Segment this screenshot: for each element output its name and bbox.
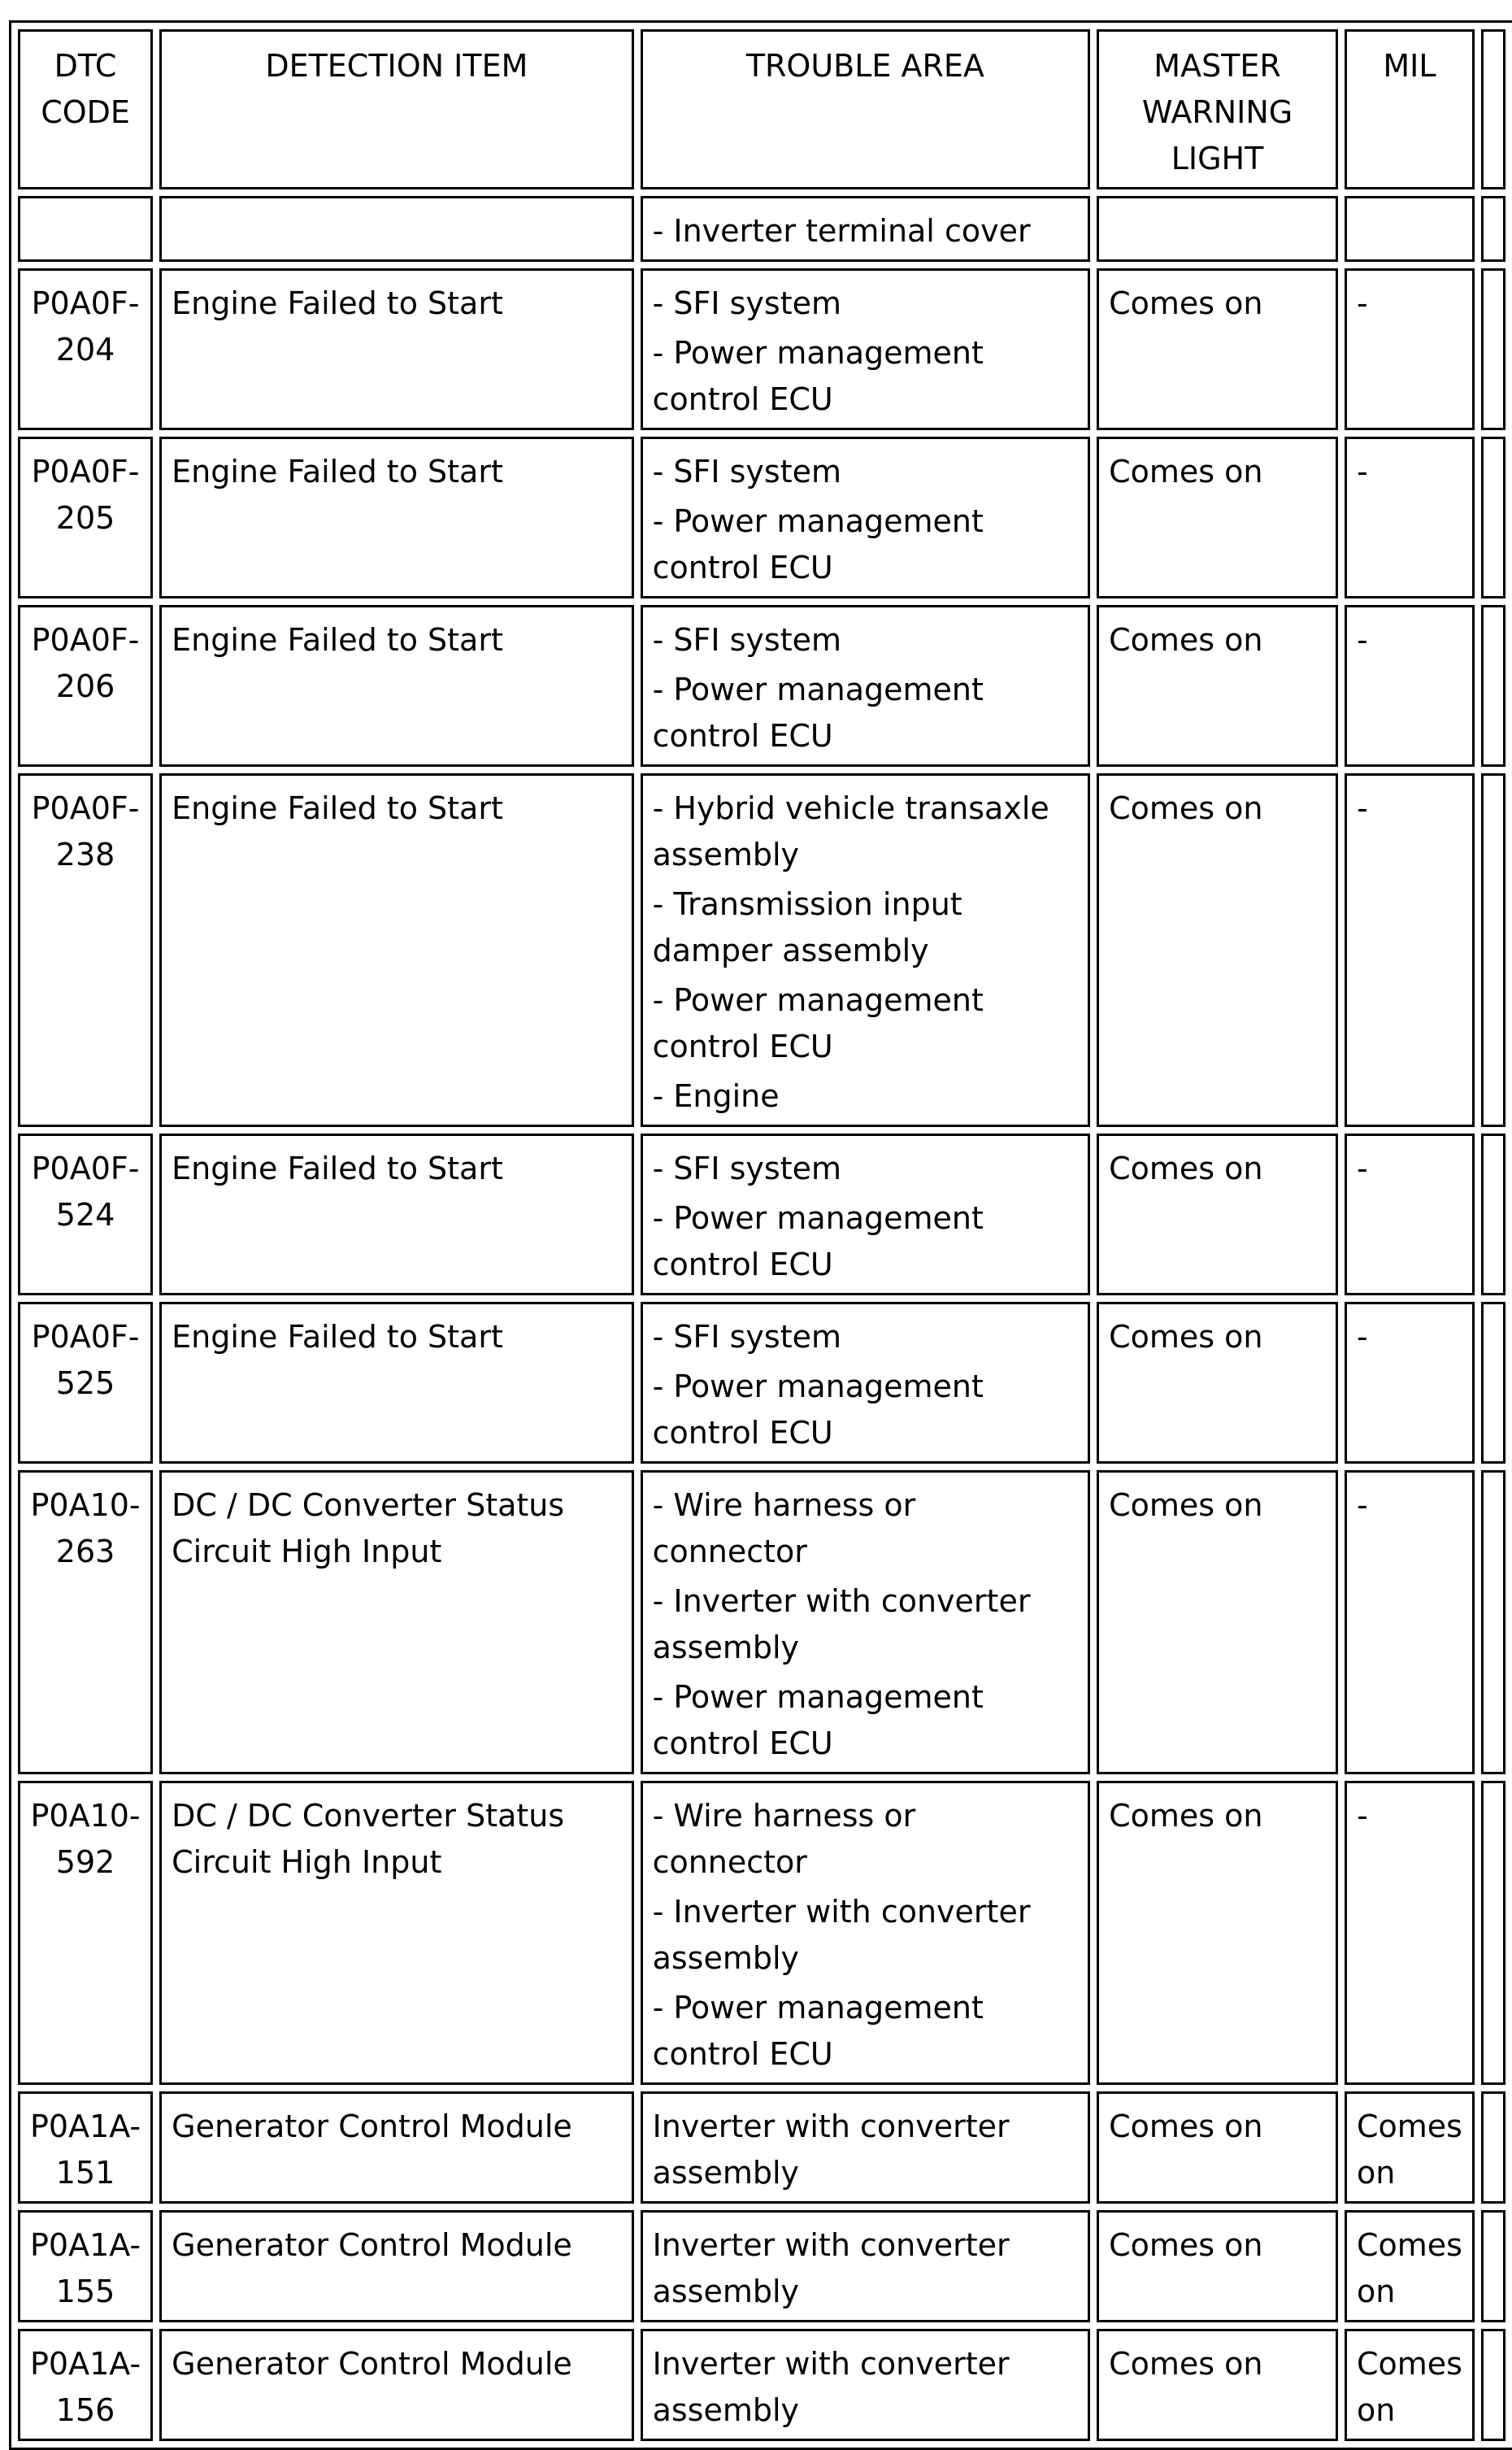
edge-cell <box>1481 2210 1505 2322</box>
master-warning-light-cell: Comes on <box>1097 1470 1338 1774</box>
dtc-code-cell: P0A10-592 <box>18 1781 153 2085</box>
detection-item-cell: Engine Failed to Start <box>159 1302 633 1464</box>
master-warning-light-cell: Comes on <box>1097 2210 1338 2322</box>
detection-item-cell <box>159 196 633 262</box>
mil-cell <box>1345 196 1475 262</box>
trouble-area-line: - Wire harness or connector <box>652 1487 916 1569</box>
trouble-area-cell <box>641 2210 1091 2322</box>
table-row <box>18 1134 1505 1295</box>
trouble-area-cell <box>641 773 1091 1127</box>
header-trouble-area: TROUBLE AREA <box>641 29 1091 189</box>
master-warning-light-cell <box>1097 196 1338 262</box>
detection-item-cell: Engine Failed to Start <box>159 268 633 430</box>
trouble-area-line: - SFI system <box>652 454 842 490</box>
master-warning-light-cell: Comes on <box>1097 2091 1338 2204</box>
trouble-area-line: - Wire harness or connector <box>652 1798 916 1880</box>
trouble-area-line: - Inverter with converter assembly <box>652 1583 1031 1665</box>
trouble-area-line: - Power management control ECU <box>652 1200 984 1282</box>
trouble-area-line: - Inverter terminal cover <box>652 213 1031 249</box>
mil-cell: Comes on <box>1345 2091 1475 2204</box>
trouble-area-line: Inverter with converter assembly <box>652 2227 1010 2309</box>
master-warning-light-cell: Comes on <box>1097 1134 1338 1295</box>
edge-cell <box>1481 268 1505 430</box>
mil-cell: - <box>1345 1134 1475 1295</box>
trouble-area-line: Inverter with converter assembly <box>652 2108 1010 2191</box>
header-detection-item: DETECTION ITEM <box>159 29 633 189</box>
edge-cell <box>1481 196 1505 262</box>
trouble-area-line: - Power management control ECU <box>652 982 984 1064</box>
edge-cell <box>1481 2329 1505 2441</box>
trouble-area-cell <box>641 2329 1091 2441</box>
mil-cell: - <box>1345 1302 1475 1464</box>
master-warning-light-cell: Comes on <box>1097 2329 1338 2441</box>
detection-item-cell: DC / DC Converter Status Circuit High Input <box>159 1470 633 1774</box>
edge-cell <box>1481 773 1505 1127</box>
trouble-area-line: Inverter with converter assembly <box>652 2346 1010 2428</box>
trouble-area-line: - Inverter with converter assembly <box>652 1894 1031 1976</box>
dtc-code-cell: P0A1A-156 <box>18 2329 153 2441</box>
trouble-area-line: - SFI system <box>652 1151 842 1186</box>
trouble-area-line: - Power management control ECU <box>652 1369 984 1451</box>
trouble-area-cell <box>641 1134 1091 1295</box>
dtc-code-cell: P0A0F-238 <box>18 773 153 1127</box>
table-row <box>18 2210 1505 2322</box>
header-row <box>18 29 1505 189</box>
header-dtc-code: DTC CODE <box>18 29 153 189</box>
dtc-code-cell: P0A1A-155 <box>18 2210 153 2322</box>
trouble-area-line: - SFI system <box>652 622 842 658</box>
detection-item-cell: Engine Failed to Start <box>159 437 633 598</box>
detection-item-cell: Engine Failed to Start <box>159 1134 633 1295</box>
continuation-row <box>18 196 1505 262</box>
trouble-area-line: - SFI system <box>652 285 842 321</box>
trouble-area-cell <box>641 605 1091 767</box>
mil-cell: - <box>1345 1470 1475 1774</box>
trouble-area-cell <box>641 268 1091 430</box>
table-row <box>18 2329 1505 2441</box>
edge-cell <box>1481 1302 1505 1464</box>
mil-cell: Comes on <box>1345 2210 1475 2322</box>
dtc-table-body <box>18 196 1505 2441</box>
trouble-area-line: - Engine <box>652 1078 780 1114</box>
trouble-area-line: - Power management control ECU <box>652 1679 984 1761</box>
header-edge-cell <box>1481 29 1505 189</box>
detection-item-cell: Generator Control Module <box>159 2329 633 2441</box>
mil-cell: - <box>1345 605 1475 767</box>
trouble-area-line: - Power management control ECU <box>652 335 984 417</box>
mil-cell: - <box>1345 773 1475 1127</box>
dtc-code-cell: P0A10-263 <box>18 1470 153 1774</box>
mil-cell: Comes on <box>1345 2329 1475 2441</box>
trouble-area-line: - SFI system <box>652 1319 842 1355</box>
table-row <box>18 2091 1505 2204</box>
master-warning-light-cell: Comes on <box>1097 1781 1338 2085</box>
trouble-area-line: - Power management control ECU <box>652 503 984 585</box>
trouble-area-line: - Hybrid vehicle transaxle assembly <box>652 790 1049 873</box>
edge-cell <box>1481 1134 1505 1295</box>
detection-item-cell: DC / DC Converter Status Circuit High Input <box>159 1781 633 2085</box>
table-row <box>18 1781 1505 2085</box>
dtc-code-cell: P0A0F-524 <box>18 1134 153 1295</box>
mil-cell: - <box>1345 1781 1475 2085</box>
mil-cell: - <box>1345 268 1475 430</box>
dtc-code-cell: P0A0F-205 <box>18 437 153 598</box>
dtc-code-cell: P0A0F-525 <box>18 1302 153 1464</box>
table-row <box>18 773 1505 1127</box>
edge-cell <box>1481 437 1505 598</box>
dtc-code-cell <box>18 196 153 262</box>
table-row <box>18 437 1505 598</box>
master-warning-light-cell: Comes on <box>1097 605 1338 767</box>
trouble-area-cell <box>641 1470 1091 1774</box>
trouble-area-cell <box>641 437 1091 598</box>
edge-cell <box>1481 1781 1505 2085</box>
table-row <box>18 268 1505 430</box>
detection-item-cell: Engine Failed to Start <box>159 773 633 1127</box>
trouble-area-line: - Power management control ECU <box>652 1990 984 2072</box>
header-mil: MIL <box>1345 29 1475 189</box>
trouble-area-cell <box>641 1302 1091 1464</box>
master-warning-light-cell: Comes on <box>1097 437 1338 598</box>
trouble-area-cell <box>641 1781 1091 2085</box>
table-row <box>18 605 1505 767</box>
detection-item-cell: Generator Control Module <box>159 2091 633 2204</box>
detection-item-cell: Generator Control Module <box>159 2210 633 2322</box>
trouble-area-cell <box>641 196 1091 262</box>
mil-cell: - <box>1345 437 1475 598</box>
dtc-table <box>9 20 1512 2450</box>
master-warning-light-cell: Comes on <box>1097 1302 1338 1464</box>
master-warning-light-cell: Comes on <box>1097 268 1338 430</box>
dtc-code-cell: P0A0F-206 <box>18 605 153 767</box>
trouble-area-line: - Power management control ECU <box>652 672 984 754</box>
detection-item-cell: Engine Failed to Start <box>159 605 633 767</box>
dtc-code-cell: P0A1A-151 <box>18 2091 153 2204</box>
edge-cell <box>1481 2091 1505 2204</box>
trouble-area-line: - Transmission input damper assembly <box>652 886 962 968</box>
table-row <box>18 1302 1505 1464</box>
trouble-area-cell <box>641 2091 1091 2204</box>
edge-cell <box>1481 605 1505 767</box>
master-warning-light-cell: Comes on <box>1097 773 1338 1127</box>
table-row <box>18 1470 1505 1774</box>
header-master-warning-light: MASTER WARNING LIGHT <box>1097 29 1338 189</box>
dtc-code-cell: P0A0F-204 <box>18 268 153 430</box>
edge-cell <box>1481 1470 1505 1774</box>
